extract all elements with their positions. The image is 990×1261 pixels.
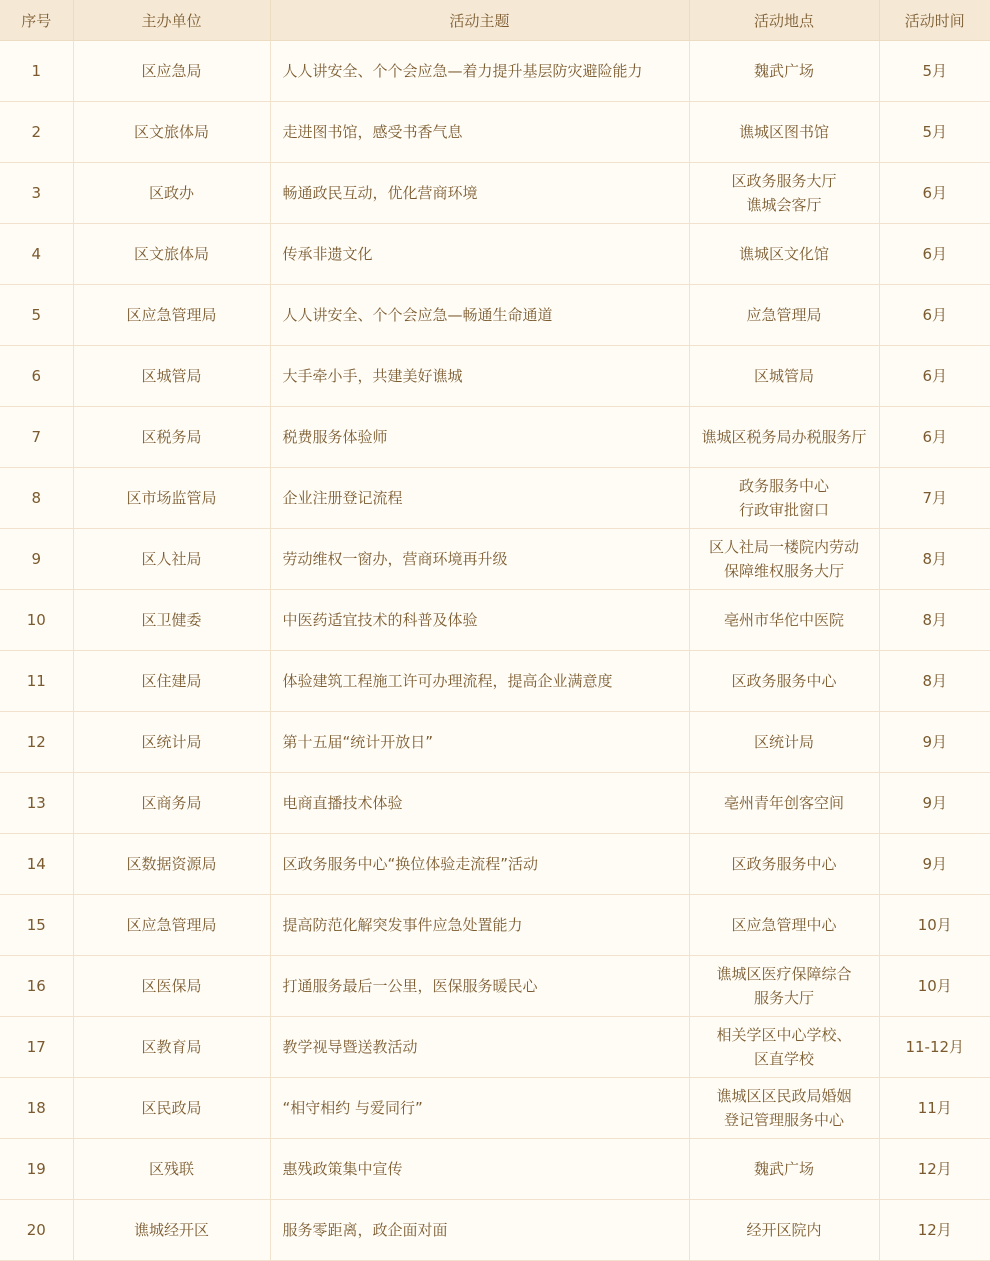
cell-org: 区文旅体局: [73, 102, 270, 163]
cell-theme: 中医药适宜技术的科普及体验: [270, 590, 689, 651]
cell-place: 谯城区税务局办税服务厅: [689, 407, 879, 468]
cell-time: 7月: [879, 468, 990, 529]
cell-org: 谯城经开区: [73, 1200, 270, 1261]
table-row: [0, 285, 990, 346]
cell-org: 区政办: [73, 163, 270, 224]
cell-theme: 人人讲安全、个个会应急—畅通生命通道: [270, 285, 689, 346]
cell-theme: 税费服务体验师: [270, 407, 689, 468]
cell-time: 10月: [879, 956, 990, 1017]
cell-place: 区城管局: [689, 346, 879, 407]
table-row: [0, 1139, 990, 1200]
cell-time: 11月: [879, 1078, 990, 1139]
header-place: 活动地点: [689, 0, 879, 41]
cell-place: 魏武广场: [689, 1139, 879, 1200]
table-row: [0, 346, 990, 407]
cell-org: 区卫健委: [73, 590, 270, 651]
cell-place: 区应急管理中心: [689, 895, 879, 956]
cell-org: 区民政局: [73, 1078, 270, 1139]
table-body: [0, 41, 990, 1261]
cell-place: 区政务服务中心: [689, 651, 879, 712]
cell-time: 12月: [879, 1200, 990, 1261]
cell-place: 区统计局: [689, 712, 879, 773]
cell-place: 政务服务中心 行政审批窗口: [689, 468, 879, 529]
table-row: [0, 956, 990, 1017]
header-org: 主办单位: [73, 0, 270, 41]
cell-time: 11-12月: [879, 1017, 990, 1078]
cell-theme: 大手牵小手，共建美好谯城: [270, 346, 689, 407]
cell-no: 9: [0, 529, 73, 590]
table-row: [0, 224, 990, 285]
table-row: [0, 834, 990, 895]
cell-time: 9月: [879, 712, 990, 773]
cell-time: 9月: [879, 834, 990, 895]
cell-org: 区城管局: [73, 346, 270, 407]
table-row: [0, 407, 990, 468]
cell-theme: 传承非遗文化: [270, 224, 689, 285]
cell-place: 谯城区医疗保障综合 服务大厅: [689, 956, 879, 1017]
cell-place: 魏武广场: [689, 41, 879, 102]
cell-org: 区市场监管局: [73, 468, 270, 529]
table-row: [0, 529, 990, 590]
cell-theme: 第十五届“统计开放日”: [270, 712, 689, 773]
cell-time: 9月: [879, 773, 990, 834]
cell-theme: 走进图书馆，感受书香气息: [270, 102, 689, 163]
cell-no: 2: [0, 102, 73, 163]
cell-place: 经开区院内: [689, 1200, 879, 1261]
cell-org: 区人社局: [73, 529, 270, 590]
cell-time: 8月: [879, 529, 990, 590]
cell-no: 5: [0, 285, 73, 346]
cell-org: 区应急局: [73, 41, 270, 102]
table-row: [0, 163, 990, 224]
table-row: [0, 1078, 990, 1139]
cell-no: 12: [0, 712, 73, 773]
header-time: 活动时间: [879, 0, 990, 41]
cell-time: 6月: [879, 346, 990, 407]
table-row: [0, 41, 990, 102]
cell-theme: “相守相约 与爱同行”: [270, 1078, 689, 1139]
cell-org: 区税务局: [73, 407, 270, 468]
cell-no: 10: [0, 590, 73, 651]
cell-time: 6月: [879, 224, 990, 285]
cell-theme: 电商直播技术体验: [270, 773, 689, 834]
table-row: [0, 102, 990, 163]
table-row: [0, 468, 990, 529]
header-no: 序号: [0, 0, 73, 41]
table-row: [0, 651, 990, 712]
header-theme: 活动主题: [270, 0, 689, 41]
cell-no: 13: [0, 773, 73, 834]
cell-place: 谯城区图书馆: [689, 102, 879, 163]
cell-time: 8月: [879, 590, 990, 651]
table-row: [0, 1017, 990, 1078]
cell-theme: 体验建筑工程施工许可办理流程，提高企业满意度: [270, 651, 689, 712]
cell-place: 区政务服务中心: [689, 834, 879, 895]
cell-no: 8: [0, 468, 73, 529]
cell-theme: 畅通政民互动，优化营商环境: [270, 163, 689, 224]
table-row: [0, 773, 990, 834]
cell-no: 1: [0, 41, 73, 102]
cell-no: 6: [0, 346, 73, 407]
cell-no: 20: [0, 1200, 73, 1261]
cell-time: 6月: [879, 407, 990, 468]
cell-place: 相关学区中心学校、 区直学校: [689, 1017, 879, 1078]
cell-no: 7: [0, 407, 73, 468]
cell-no: 11: [0, 651, 73, 712]
cell-org: 区应急管理局: [73, 285, 270, 346]
cell-org: 区医保局: [73, 956, 270, 1017]
table-row: [0, 895, 990, 956]
cell-org: 区教育局: [73, 1017, 270, 1078]
cell-place: 区政务服务大厅 谯城会客厅: [689, 163, 879, 224]
cell-time: 10月: [879, 895, 990, 956]
cell-place: 应急管理局: [689, 285, 879, 346]
cell-theme: 区政务服务中心“换位体验走流程”活动: [270, 834, 689, 895]
cell-theme: 教学视导暨送教活动: [270, 1017, 689, 1078]
cell-org: 区应急管理局: [73, 895, 270, 956]
cell-no: 16: [0, 956, 73, 1017]
cell-place: 谯城区文化馆: [689, 224, 879, 285]
cell-org: 区商务局: [73, 773, 270, 834]
table-row: [0, 1200, 990, 1261]
cell-no: 18: [0, 1078, 73, 1139]
cell-org: 区数据资源局: [73, 834, 270, 895]
cell-place: 亳州青年创客空间: [689, 773, 879, 834]
cell-place: 谯城区区民政局婚姻 登记管理服务中心: [689, 1078, 879, 1139]
cell-time: 6月: [879, 285, 990, 346]
cell-time: 8月: [879, 651, 990, 712]
cell-org: 区统计局: [73, 712, 270, 773]
cell-no: 15: [0, 895, 73, 956]
cell-time: 12月: [879, 1139, 990, 1200]
table-row: [0, 712, 990, 773]
cell-org: 区住建局: [73, 651, 270, 712]
cell-time: 5月: [879, 102, 990, 163]
cell-org: 区残联: [73, 1139, 270, 1200]
cell-no: 17: [0, 1017, 73, 1078]
cell-place: 亳州市华佗中医院: [689, 590, 879, 651]
cell-theme: 服务零距离，政企面对面: [270, 1200, 689, 1261]
cell-time: 5月: [879, 41, 990, 102]
cell-theme: 人人讲安全、个个会应急—着力提升基层防灾避险能力: [270, 41, 689, 102]
cell-no: 14: [0, 834, 73, 895]
cell-time: 6月: [879, 163, 990, 224]
cell-theme: 打通服务最后一公里，医保服务暖民心: [270, 956, 689, 1017]
cell-theme: 提高防范化解突发事件应急处置能力: [270, 895, 689, 956]
cell-theme: 劳动维权一窗办，营商环境再升级: [270, 529, 689, 590]
cell-theme: 企业注册登记流程: [270, 468, 689, 529]
cell-place: 区人社局一楼院内劳动 保障维权服务大厅: [689, 529, 879, 590]
cell-theme: 惠残政策集中宣传: [270, 1139, 689, 1200]
cell-no: 3: [0, 163, 73, 224]
table-row: [0, 590, 990, 651]
cell-no: 4: [0, 224, 73, 285]
header-row: [0, 0, 990, 41]
cell-org: 区文旅体局: [73, 224, 270, 285]
cell-no: 19: [0, 1139, 73, 1200]
